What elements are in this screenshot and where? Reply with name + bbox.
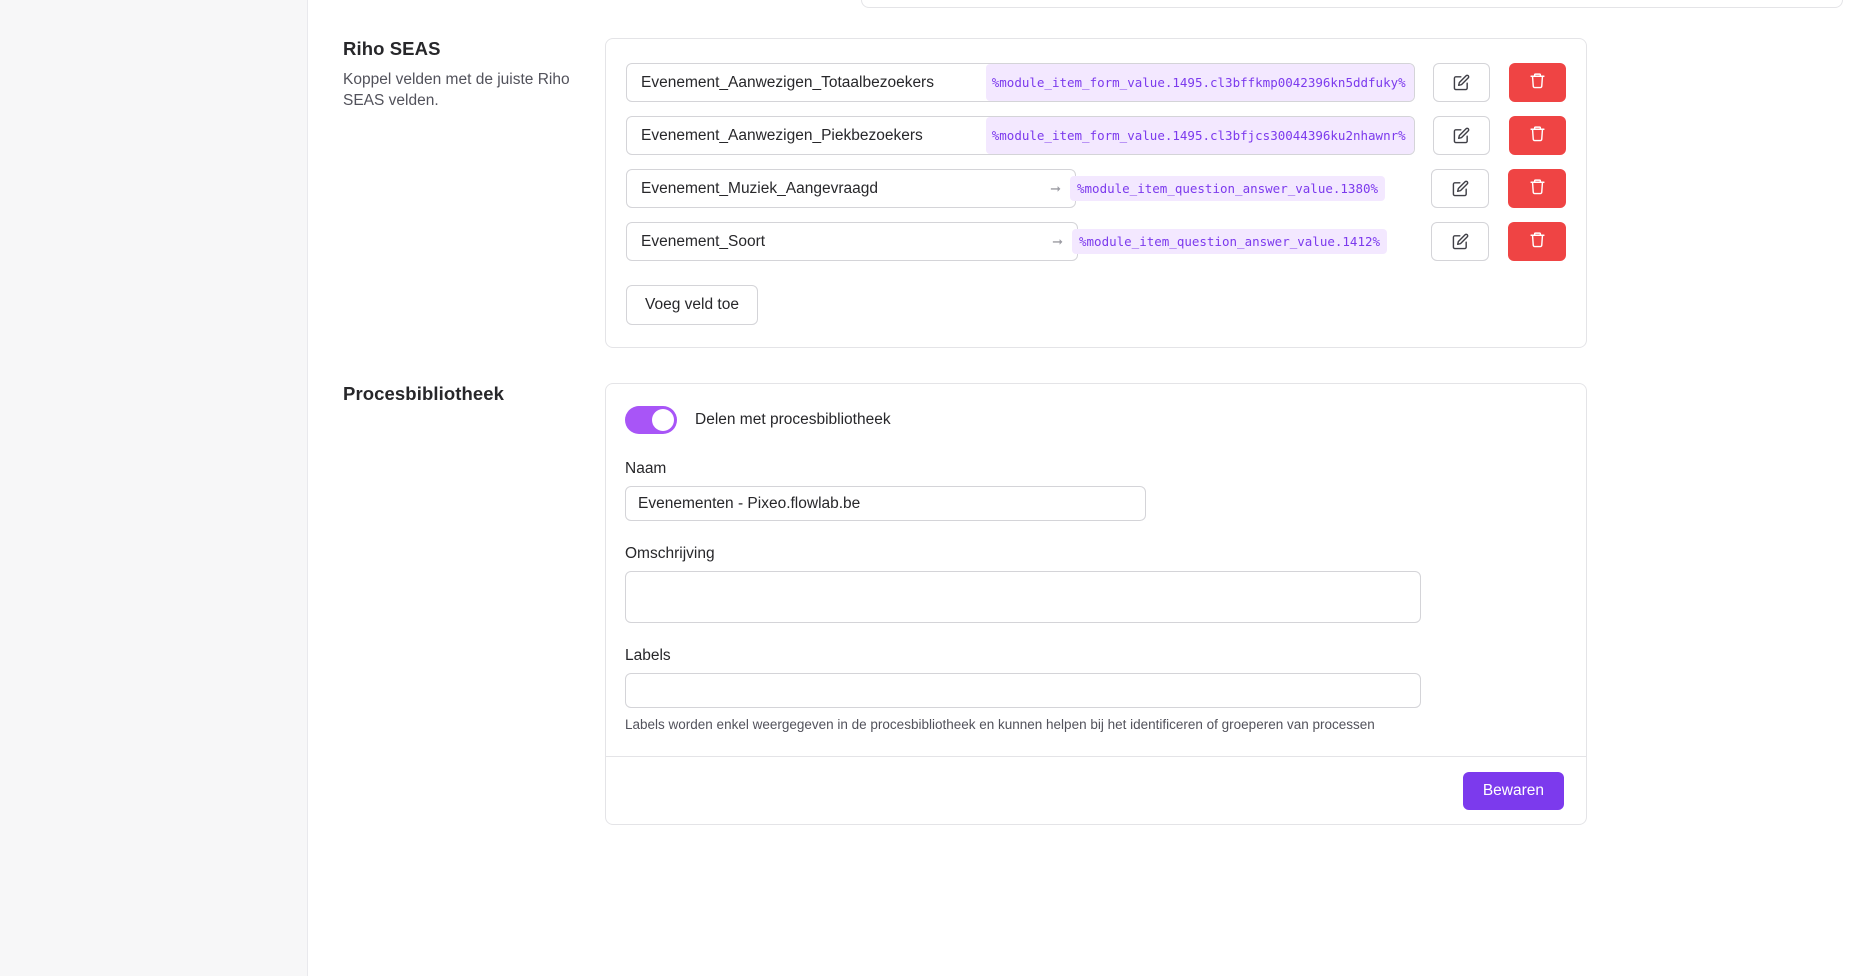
toggle-knob bbox=[652, 409, 674, 431]
trash-icon bbox=[1529, 178, 1546, 200]
field-mapping-row bbox=[626, 169, 1566, 208]
labels-help-text: Labels worden enkel weergegeven in de procesbibliotheek en kunnen helpen bij het identificeren of groeperen van processen bbox=[625, 717, 1375, 732]
delete-button-1[interactable] bbox=[1509, 63, 1566, 102]
omschrijving-textarea[interactable] bbox=[625, 571, 1421, 623]
delete-button-3[interactable] bbox=[1508, 169, 1566, 208]
field-select-1-value: Evenement_Aanwezigen_Totaalbezoekers bbox=[641, 73, 934, 91]
edit-button-4[interactable] bbox=[1431, 222, 1489, 261]
spacer bbox=[625, 521, 1564, 545]
field-select-1[interactable] bbox=[626, 63, 1415, 102]
riho-seas-card bbox=[605, 38, 1587, 348]
share-with-library-toggle[interactable] bbox=[625, 406, 677, 434]
section-procesbibliotheek bbox=[343, 383, 1587, 825]
trash-icon bbox=[1529, 125, 1546, 147]
share-toggle-row bbox=[625, 406, 1564, 434]
labels-label: Labels bbox=[625, 647, 671, 664]
section-riho-seas-header bbox=[343, 38, 605, 348]
procesbibliotheek-form bbox=[606, 384, 1586, 756]
omschrijving-label: Omschrijving bbox=[625, 545, 715, 562]
previous-card-bottom-edge bbox=[861, 0, 1843, 8]
section-riho-seas bbox=[343, 38, 1587, 348]
field-select-3-value: Evenement_Muziek_Aangevraagd bbox=[641, 179, 878, 197]
field-token-3: %module_item_question_answer_value.1380% bbox=[1070, 176, 1385, 201]
field-select-4-value: Evenement_Soort bbox=[641, 232, 766, 250]
section-riho-seas-description: Koppel velden met de juiste Riho SEAS velden. bbox=[343, 71, 570, 109]
delete-button-2[interactable] bbox=[1509, 116, 1566, 155]
field-select-2[interactable] bbox=[626, 116, 1415, 155]
chevron-down-icon: ➞ bbox=[1052, 233, 1063, 249]
spacer bbox=[625, 623, 1564, 647]
main-content bbox=[308, 0, 1872, 976]
trash-icon bbox=[1529, 231, 1546, 253]
page-title-procesbibliotheek: Procesbibliotheek bbox=[343, 383, 505, 404]
edit-button-2[interactable] bbox=[1433, 116, 1490, 155]
pencil-edit-icon bbox=[1452, 233, 1469, 250]
edit-button-3[interactable] bbox=[1431, 169, 1489, 208]
trash-icon bbox=[1529, 72, 1546, 94]
naam-input[interactable] bbox=[625, 486, 1146, 521]
chevron-down-icon: ➞ bbox=[1050, 180, 1061, 196]
field-token-2: %module_item_form_value.1495.cl3bfjcs30044396ku2nhawnr% bbox=[986, 117, 1414, 154]
field-token-4: %module_item_question_answer_value.1412% bbox=[1072, 229, 1387, 254]
field-mapping-row bbox=[626, 116, 1566, 155]
share-toggle-label: Delen met procesbibliotheek bbox=[695, 411, 891, 428]
delete-button-4[interactable] bbox=[1508, 222, 1566, 261]
field-select-4[interactable] bbox=[626, 222, 1078, 261]
procesbibliotheek-card bbox=[605, 383, 1587, 825]
pencil-edit-icon bbox=[1452, 180, 1469, 197]
save-button[interactable]: Bewaren bbox=[1463, 772, 1564, 810]
field-token-1: %module_item_form_value.1495.cl3bffkmp0042396kn5ddfuky% bbox=[986, 64, 1414, 101]
naam-label: Naam bbox=[625, 460, 667, 477]
edit-button-1[interactable] bbox=[1433, 63, 1490, 102]
card-footer bbox=[606, 756, 1586, 824]
field-select-3[interactable] bbox=[626, 169, 1076, 208]
pencil-edit-icon bbox=[1453, 74, 1470, 91]
field-mapping-row bbox=[626, 63, 1566, 102]
labels-input[interactable] bbox=[625, 673, 1421, 708]
section-procesbibliotheek-header bbox=[343, 383, 605, 825]
page-title-riho-seas: Riho SEAS bbox=[343, 38, 441, 59]
add-field-button[interactable]: Voeg veld toe bbox=[626, 285, 758, 325]
left-sidebar-rail bbox=[0, 0, 308, 976]
pencil-edit-icon bbox=[1453, 127, 1470, 144]
field-select-2-value: Evenement_Aanwezigen_Piekbezoekers bbox=[641, 126, 923, 144]
field-mapping-row bbox=[626, 222, 1566, 261]
